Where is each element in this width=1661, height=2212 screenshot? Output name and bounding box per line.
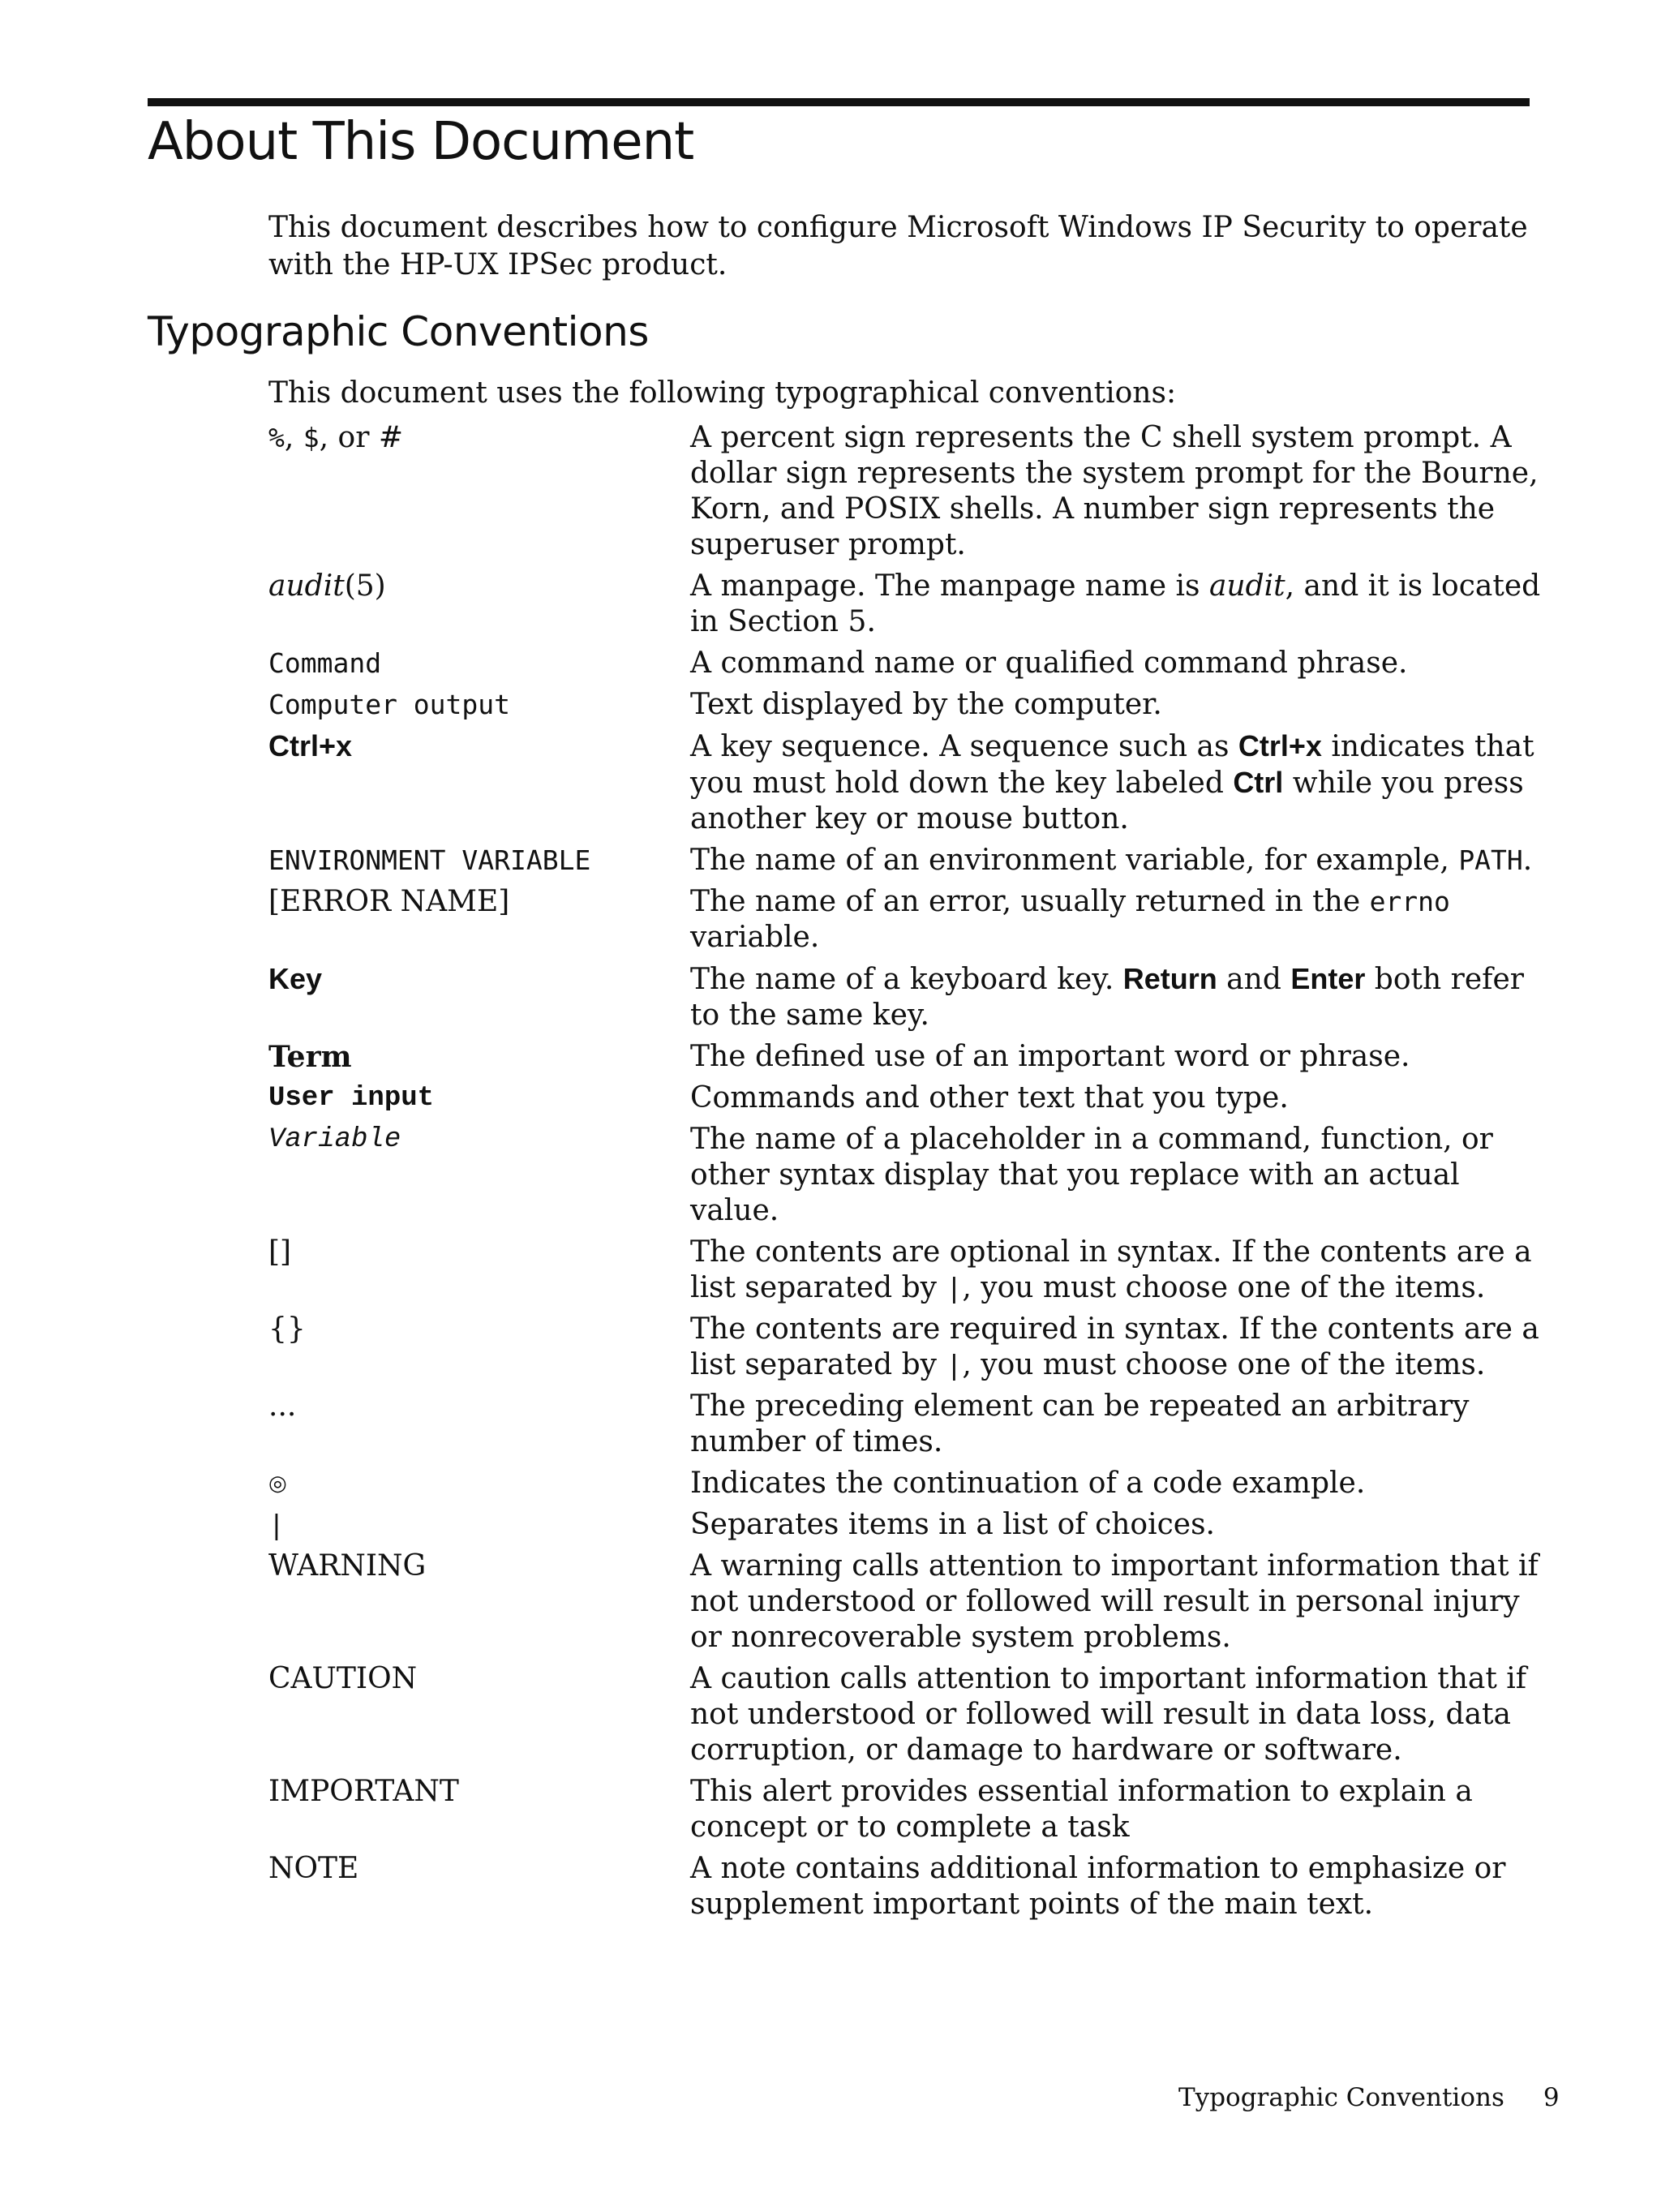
convention-description: A key sequence. A sequence such as Ctrl+x indicates that you must hold down the key labeled Ctrl while you press another key or mouse button.	[690, 729, 1534, 835]
convention-description: A command name or qualified command phrase.	[690, 646, 1408, 680]
convention-description: The preceding element can be repeated an arbitrary number of times.	[690, 1389, 1470, 1458]
conventions-table	[268, 420, 1541, 1928]
convention-row	[268, 420, 1538, 563]
convention-description: The name of a keyboard key. Return and Enter both refer to the same key.	[690, 962, 1524, 1032]
convention-row	[268, 1851, 1538, 1922]
convention-description: Separates items in a list of choices.	[690, 1508, 1215, 1541]
convention-term: %, $, or #	[268, 421, 404, 454]
convention-description: Text displayed by the computer.	[690, 688, 1162, 721]
convention-term: Term	[268, 1040, 352, 1074]
convention-description: The defined use of an important word or phrase.	[690, 1040, 1410, 1073]
convention-term: CAUTION	[268, 1662, 418, 1695]
convention-row	[268, 1507, 1538, 1543]
convention-term: audit(5)	[268, 569, 386, 603]
convention-description: A warning calls attention to important information that if not understood or followed will result in personal injury or nonrecoverable system problems.	[690, 1549, 1539, 1654]
convention-row	[268, 1080, 1538, 1116]
convention-description: A note contains additional information to emphasize or supplement important points of the main text.	[690, 1852, 1506, 1921]
convention-description: Commands and other text that you type.	[690, 1081, 1289, 1115]
convention-row	[268, 687, 1538, 723]
convention-description: A manpage. The manpage name is audit, and it is located in Section 5.	[690, 569, 1541, 638]
page-footer	[1178, 2083, 1560, 2112]
convention-term: Ctrl+x	[268, 729, 353, 762]
convention-row	[268, 1122, 1538, 1229]
convention-description: A percent sign represents the C shell system prompt. A dollar sign represents the system prompt for the Bourne, Korn, and POSIX shells. A number sign represents the superuser prompt.	[690, 421, 1539, 561]
convention-row	[268, 1661, 1538, 1768]
convention-term: Variable	[268, 1124, 401, 1155]
convention-term: IMPORTANT	[268, 1775, 459, 1808]
convention-description: The contents are required in syntax. If the contents are a list separated by |, you must choose one of the items.	[690, 1312, 1539, 1381]
top-rule	[148, 98, 1530, 106]
convention-description: The contents are optional in syntax. If the contents are a list separated by |, you must choose one of the items.	[690, 1235, 1532, 1304]
convention-term: Command	[268, 647, 382, 679]
convention-term: []	[268, 1235, 292, 1269]
convention-row	[268, 646, 1538, 681]
convention-row	[268, 728, 1538, 837]
convention-description: The name of an environment variable, for example, PATH.	[690, 844, 1533, 877]
convention-description: Indicates the continuation of a code example.	[690, 1467, 1366, 1500]
convention-description: The name of a placeholder in a command, function, or other syntax display that you replace with an actual value.	[690, 1123, 1493, 1227]
continuation-icon: ◎	[268, 1471, 287, 1496]
convention-row	[268, 569, 1541, 640]
convention-row	[268, 843, 1538, 878]
section-heading: Typographic Conventions	[148, 308, 649, 355]
convention-term: ENVIRONMENT VARIABLE	[268, 844, 591, 876]
convention-term: User input	[268, 1083, 435, 1114]
convention-term: ...	[268, 1389, 297, 1423]
convention-term: {}	[268, 1312, 306, 1346]
convention-description: This alert provides essential information to explain a concept or to complete a task	[690, 1775, 1473, 1844]
convention-row	[268, 1312, 1538, 1383]
convention-row	[268, 961, 1538, 1033]
convention-term: |	[268, 1509, 285, 1540]
convention-term: Computer output	[268, 689, 511, 720]
convention-row	[268, 1774, 1538, 1845]
convention-term: Key	[268, 962, 323, 995]
convention-term: [ERROR NAME]	[268, 885, 510, 918]
convention-row	[268, 1389, 1538, 1460]
convention-term: NOTE	[268, 1852, 359, 1885]
convention-row	[268, 884, 1538, 956]
convention-row	[268, 1235, 1538, 1306]
footer-section-title: Typographic Conventions	[1178, 2083, 1504, 2112]
convention-description: A caution calls attention to important information that if not understood or followed will result in data loss, data corruption, or damage to hardware or software.	[690, 1662, 1527, 1767]
page-number: 9	[1543, 2083, 1560, 2112]
convention-term: WARNING	[268, 1549, 427, 1583]
page-title: About This Document	[148, 112, 694, 172]
convention-row	[268, 1548, 1538, 1656]
intro-paragraph: This document describes how to configure Microsoft Windows IP Security to operate with the HP-UX IPSec product.	[268, 211, 1528, 281]
convention-row	[268, 1039, 1538, 1075]
convention-row	[268, 1466, 1538, 1501]
section-lead: This document uses the following typographical conventions:	[268, 376, 1177, 410]
convention-description: The name of an error, usually returned in the errno variable.	[690, 885, 1450, 954]
